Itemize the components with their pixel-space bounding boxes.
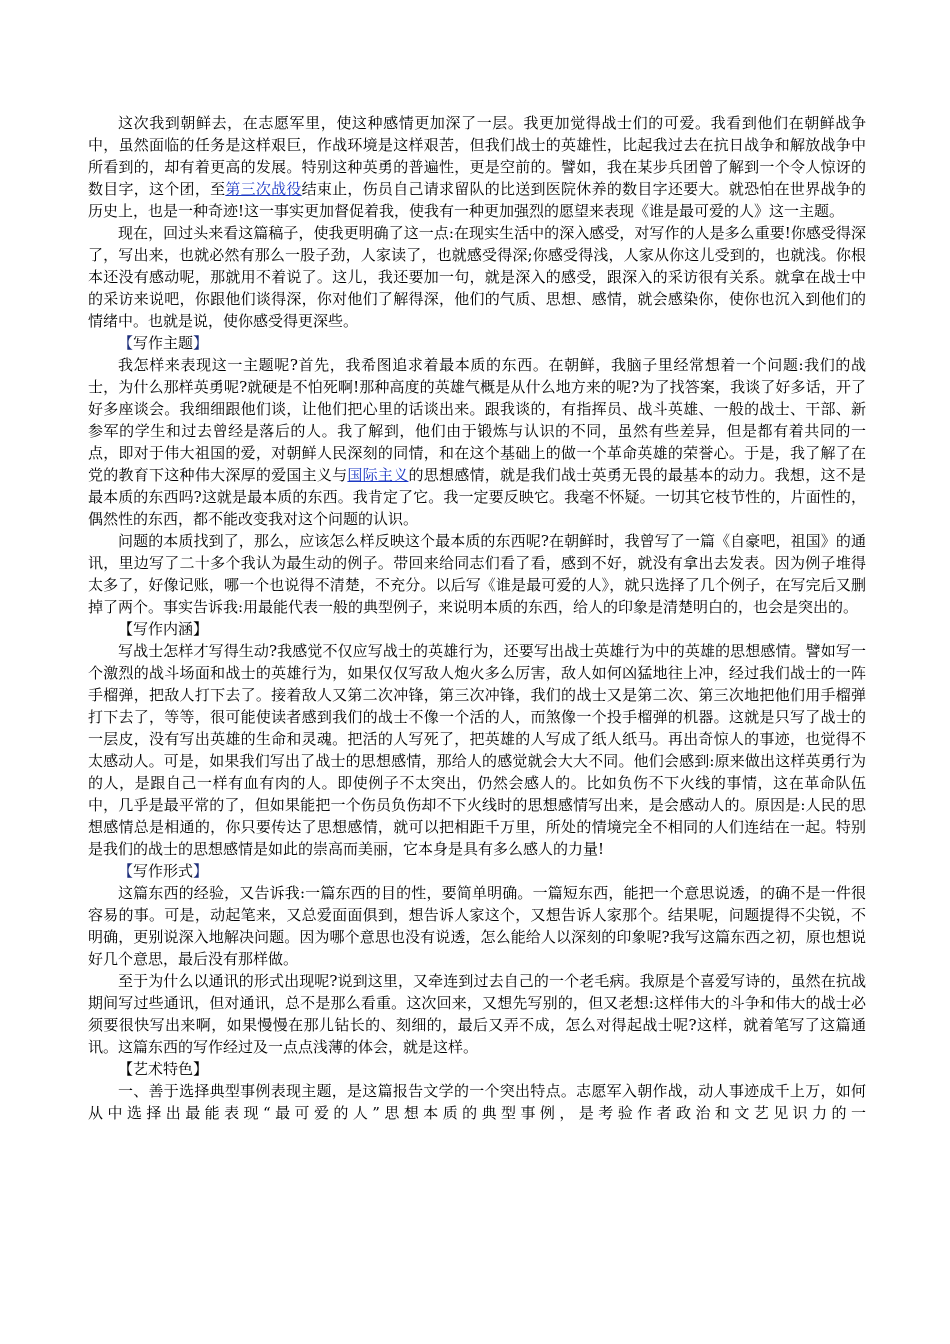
heading-art-features-label: 艺术特色	[133, 1060, 194, 1078]
link-internationalism[interactable]: 国际主义	[347, 466, 409, 484]
bracket-close: 】	[193, 862, 209, 880]
bracket-open: 【	[118, 334, 134, 352]
heading-writing-content-label: 写作内涵	[133, 620, 194, 638]
heading-writing-theme-label: 写作主题	[133, 334, 194, 352]
bracket-open: 【	[118, 862, 134, 880]
bracket-close: 】	[193, 620, 209, 638]
paragraph-4: 问题的本质找到了，那么，应该怎么样反映这个最本质的东西呢?在朝鲜时，我曾写了一篇《自豪吧，祖国》的通讯，里边写了二十多个我认为最生动的例子。带回来给同志们看了看，感到不好，就没有拿出去发表。因为例子堆得太多了，好像记账，哪一个也说得不清楚，不充分。以后写《谁是最可爱的人》，就只选择了几个例子，在写完后又删掉了两个。事实告诉我:用最能代表一般的典型例子，来说明本质的东西，给人的印象是清楚明白的，也会是突出的。	[88, 532, 866, 616]
heading-writing-content	[88, 618, 866, 640]
bracket-open: 【	[118, 620, 134, 638]
paragraph-2: 现在，回过头来看这篇稿子，使我更明确了这一点:在现实生活中的深入感受，对写作的人是多么重要!你感受得深了，写出来，也就必然有那么一股子劲，人家读了，也就感受得深;你感受得浅，人家从你这儿受到的，也就浅。你根本还没有感动呢，那就用不着说了。这儿，我还要加一句，就是深入的感受，跟深入的采访很有关系。就拿在战士中的采访来说吧，你跟他们谈得深，你对他们了解得深，他们的气质、思想、感情，就会感染你，使你也沉入到他们的情绪中。也就是说，使你感受得更深些。	[88, 224, 866, 330]
bracket-open: 【	[118, 1060, 134, 1078]
paragraph-8: 一、善于选择典型事例表现主题，是这篇报告文学的一个突出特点。志愿军入朝作战，动人事迹成千上万，如何从中选择出最能表现“最可爱的人”思想本质的典型事例，是考验作者政治和文艺见识力的一	[88, 1082, 866, 1122]
paragraph-1-text-a: 这次我到朝鲜去，在志愿军里，使这种感情更加深了一层。我更加觉得战士们的可爱。我看到他们在朝鲜战争中，虽然面临的任务是这样艰巨，作战环境是这样艰苦，但我们战士的英雄性，比起我过去在抗日战争和解放战争中所看到的，却有着更高的发展。特别这种英勇的普遍性，更是空前的。譬如，我在某步兵团曾了解到一个令人惊讶的数目字，这个团，至	[88, 114, 866, 198]
paragraph-3-text-a: 我怎样来表现这一主题呢?首先，我希图追求着最本质的东西。在朝鲜，我脑子里经常想着一个问题:我们的战士，为什么那样英勇呢?就硬是不怕死啊!那种高度的英雄气概是从什么地方来的呢?为了找答案，我谈了好多话，开了好多座谈会。我细细跟他们谈，让他们把心里的话谈出来。跟我谈的，有指挥员、战斗英雄、一般的战士、干部、新参军的学生和过去曾经是落后的人。我了解到，他们由于锻炼与认识的不同，虽然有些差异，但是都有着共同的一点，即对于伟大祖国的爱，对朝鲜人民深刻的同情，和在这个基础上的做一个革命英雄的荣誉心。于是，我了解了在党的教育下这种伟大深厚的爱国主义与	[88, 356, 866, 484]
paragraph-1-text-b: 结束止，伤员自己请求留队的比送到医院休养的数目字还要大。就恐怕在世界战争的历史上，也是一种奇迹!这一事实更加督促着我，使我有一种更加强烈的愿望来表现《谁是最可爱的人》这一主题。	[88, 180, 866, 220]
paragraph-3	[88, 354, 866, 530]
bracket-close: 】	[193, 1060, 209, 1078]
heading-art-features	[88, 1058, 866, 1080]
bracket-close: 】	[193, 334, 209, 352]
paragraph-5: 写战士怎样才写得生动?我感觉不仅应写战士的英雄行为，还要写出战士英雄行为中的英雄的思想感情。譬如写一个激烈的战斗场面和战士的英雄行为，如果仅仅写敌人炮火多么厉害，敌人如何凶猛地往上冲，经过我们战士的一阵手榴弹，把敌人打下去了。接着敌人又第二次冲锋，第三次冲锋，我们的战士又是第二次、第三次地把他们用手榴弹打下去了，等等，很可能使读者感到我们的战士不像一个活的人，而煞像一个投手榴弹的机器。这就是只写了战士的一层皮，没有写出英雄的生命和灵魂。把活的人写死了，把英雄的人写成了纸人纸马。再出奇惊人的事迹，也觉得不太感动人。可是，如果我们写出了战士的思想感情，那给人的感觉就会大大不同。他们会感到:原来做出这样英勇行为的人，是跟自己一样有血有肉的人。即使例子不太突出，仍然会感人的。比如负伤不下火线的事情，这在革命队伍中，几乎是最平常的了，但如果能把一个伤员负伤却不下火线时的思想感情写出来，是会感动人的。原因是:人民的思想感情总是相通的，你只要传达了思想感情，就可以把相距千万里，所处的情境完全不相同的人们连结在一起。特别是我们的战士的思想感情是如此的崇高而美丽，它本身是具有多么感人的力量!	[88, 642, 866, 858]
link-third-campaign[interactable]: 第三次战役	[225, 180, 302, 198]
heading-writing-theme	[88, 332, 866, 354]
paragraph-1	[88, 112, 866, 222]
heading-writing-form-label: 写作形式	[133, 862, 194, 880]
heading-writing-form	[88, 860, 866, 882]
document-body	[88, 112, 866, 1124]
paragraph-6: 这篇东西的经验，又告诉我:一篇东西的目的性，要简单明确。一篇短东西，能把一个意思说透，的确不是一件很容易的事。可是，动起笔来，又总爱面面俱到，想告诉人家这个，又想告诉人家那个。结果呢，问题提得不尖锐，不明确，更别说深入地解决问题。因为哪个意思也没有说透，怎么能给人以深刻的印象呢?我写这篇东西之初，原也想说好几个意思，最后没有那样做。	[88, 884, 866, 968]
paragraph-7: 至于为什么以通讯的形式出现呢?说到这里，又牵连到过去自己的一个老毛病。我原是个喜爱写诗的，虽然在抗战期间写过些通讯，但对通讯，总不是那么看重。这次回来，又想先写别的，但又老想:这样伟大的斗争和伟大的战士必须要很快写出来啊，如果慢慢在那儿钻长的、刻细的，最后又弄不成，怎么对得起战士呢?这样，就着笔写了这篇通讯。这篇东西的写作经过及一点点浅薄的体会，就是这样。	[88, 972, 866, 1056]
paragraph-3-text-b: 的思想感情，就是我们战士英勇无畏的最基本的动力。我想，这不是最本质的东西吗?这就是最本质的东西。我肯定了它。我一定要反映它。我毫不怀疑。一切其它枝节性的，片面性的，偶然性的东西，都不能改变我对这个问题的认识。	[88, 466, 866, 528]
